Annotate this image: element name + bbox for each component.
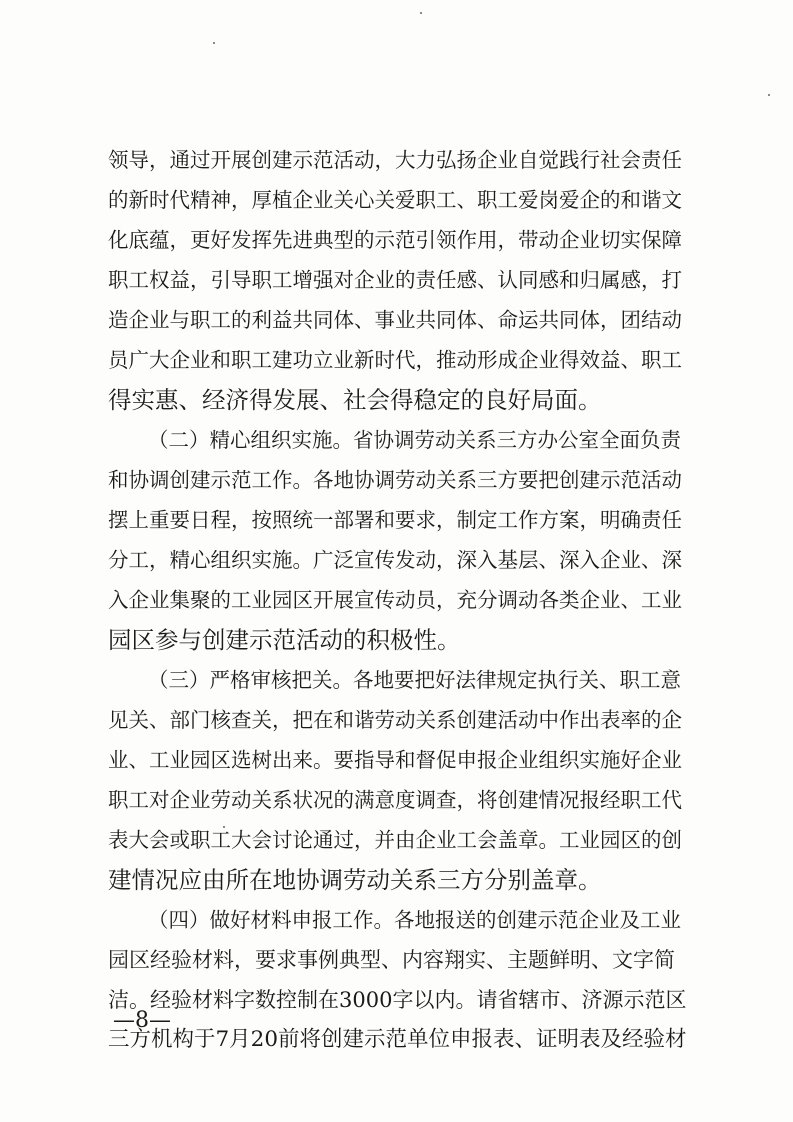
paragraph-1-line-7: 得实惠、经济得发展、社会得稳定的良好局面。: [108, 386, 602, 414]
paragraph-1-line-5: 造企业与职工的利益共同体、事业共同体、命运共同体，团结动: [108, 308, 682, 332]
section-3-line-6: 建情况应由所在地协调劳动关系三方分别盖章。: [108, 866, 602, 894]
scan-speck: [420, 12, 422, 14]
scan-speck: [223, 826, 225, 828]
paragraph-1-line-2: 的新时代精神，厚植企业关心关爱职工、职工爱岗爱企的和谐文: [108, 188, 682, 212]
section-3-line-4: 职工对企业劳动关系状况的满意度调查，将创建情况报经职工代: [108, 788, 682, 812]
section-2-line-5: 入企业集聚的工业园区开展宣传动员，充分调动各类企业、工业: [108, 588, 682, 612]
section-3-line-5: 表大会或职工大会讨论通过，并由企业工会盖章。工业园区的创: [108, 828, 682, 852]
section-4-heading-line: （四）做好材料申报工作。各地报送的创建示范企业及工业: [148, 908, 681, 932]
paragraph-1-line-1: 领导，通过开展创建示范活动，大力弘扬企业自觉践行社会责任: [108, 148, 682, 172]
paragraph-1-line-4: 职工权益，引导职工增强对企业的责任感、认同感和归属感，打: [108, 268, 682, 292]
page-number: —8—: [113, 1008, 171, 1033]
section-4-line-4: 三方机构于7月20前将创建示范单位申报表、证明表及经验材: [108, 1027, 687, 1052]
section-4-line-3: 洁。经验材料字数控制在3000字以内。请省辖市、济源示范区: [108, 988, 687, 1012]
section-3-line-2: 见关、部门核查关，把在和谐劳动关系创建活动中作出表率的企: [108, 708, 682, 732]
section-2-line-4: 分工，精心组织实施。广泛宣传发动，深入基层、深入企业、深: [108, 548, 682, 572]
section-3-heading-line: （三）严格审核把关。各地要把好法律规定执行关、职工意: [148, 668, 681, 692]
section-2-heading-line: （二）精心组织实施。省协调劳动关系三方办公室全面负责: [148, 428, 681, 452]
paragraph-1-line-6: 员广大企业和职工建功立业新时代，推动形成企业得效益、职工: [108, 348, 682, 372]
scan-speck: [213, 42, 215, 44]
section-2-line-6: 园区参与创建示范活动的积极性。: [108, 626, 461, 654]
paragraph-1-line-3: 化底蕴，更好发挥先进典型的示范引领作用，带动企业切实保障: [108, 228, 682, 252]
scan-speck: [768, 94, 770, 96]
section-2-line-3: 摆上重要日程，按照统一部署和要求，制定工作方案，明确责任: [108, 508, 682, 532]
section-2-line-2: 和协调创建示范工作。各地协调劳动关系三方要把创建示范活动: [108, 468, 682, 492]
section-4-line-2: 园区经验材料，要求事例典型、内容翔实、主题鲜明、文字简: [108, 948, 675, 972]
section-3-line-3: 业、工业园区选树出来。要指导和督促申报企业组织实施好企业: [108, 748, 682, 772]
